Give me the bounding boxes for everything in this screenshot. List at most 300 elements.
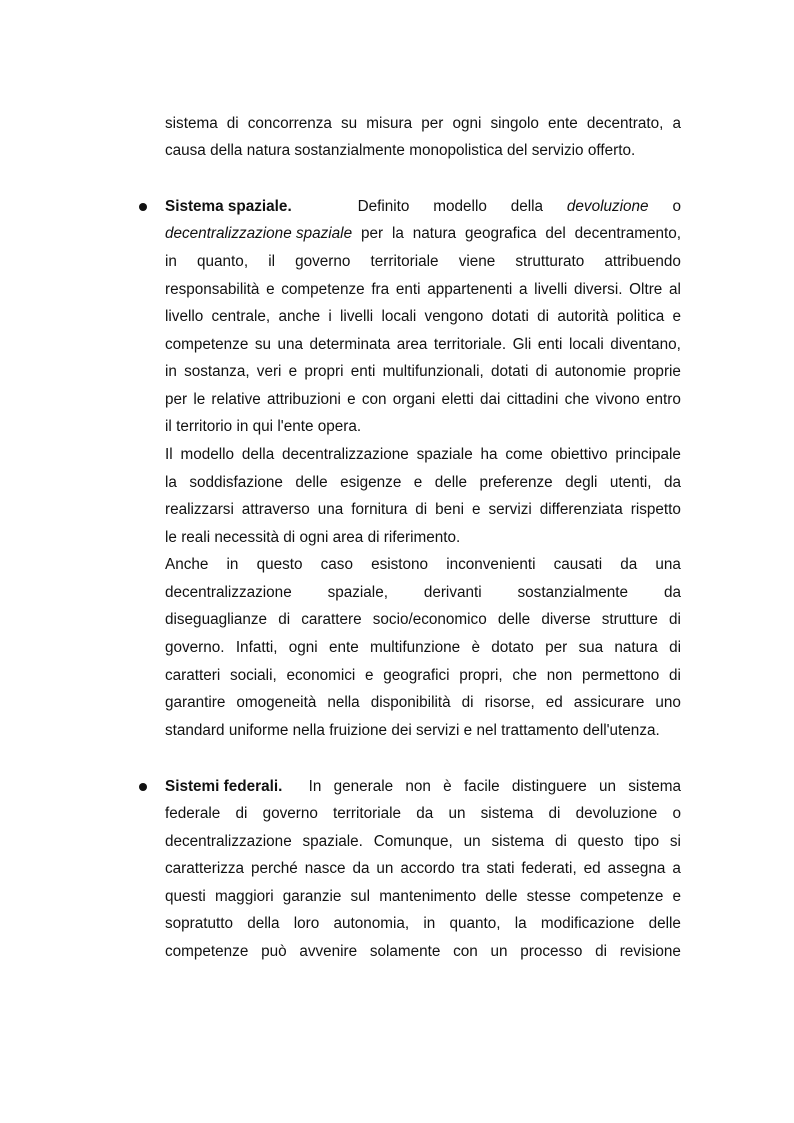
word: maggiori: [214, 888, 274, 905]
word: Infatti,: [235, 639, 278, 656]
word: autonomie: [554, 363, 627, 380]
word: delle: [497, 611, 531, 628]
spatial-term-decentralizzazione: decentralizzazione spaziale: [165, 225, 353, 242]
word: sul: [350, 888, 371, 905]
word: autorità: [557, 308, 609, 325]
word: governo: [295, 253, 351, 270]
word: locali: [568, 336, 604, 353]
word: strutturato: [515, 253, 585, 270]
word: le: [165, 529, 177, 546]
word: la: [514, 915, 527, 932]
word: politica: [616, 308, 665, 325]
word: per: [545, 639, 568, 656]
word: di: [535, 363, 548, 380]
word: perché: [250, 860, 298, 877]
word: accordo: [400, 860, 455, 877]
word: tipo: [634, 833, 660, 850]
word: economici: [286, 667, 356, 684]
word: beni: [435, 501, 465, 518]
word: quanto,: [449, 915, 501, 932]
text-line: [165, 583, 681, 603]
word: decentramento,: [574, 225, 681, 242]
spatial-heading-line: [165, 197, 681, 217]
word: di: [537, 308, 550, 325]
word: viene: [458, 253, 496, 270]
word: fornitura: [351, 501, 408, 518]
word: e: [463, 722, 473, 739]
word: competenze: [165, 943, 249, 960]
text-line: [165, 252, 681, 272]
word: disponibilità: [370, 694, 451, 711]
text-line: [165, 141, 681, 161]
word: federati,: [521, 860, 577, 877]
word: dotati: [491, 308, 529, 325]
word: solamente: [369, 943, 441, 960]
word: dei: [391, 722, 412, 739]
bullet-icon: [139, 783, 147, 791]
word: natura: [614, 639, 658, 656]
word: generale: [333, 778, 394, 795]
word: determinata: [309, 336, 391, 353]
text-line: [165, 362, 681, 382]
word: area: [332, 529, 364, 546]
word: in: [165, 253, 177, 270]
word: natura: [412, 225, 457, 242]
word: responsabilità: [165, 281, 260, 298]
word: un: [599, 778, 617, 795]
word: il: [268, 253, 276, 270]
word: di: [367, 529, 380, 546]
word: standard: [165, 722, 225, 739]
word: di: [415, 501, 428, 518]
word: fruizione: [329, 722, 388, 739]
word: trattamento: [501, 722, 579, 739]
word: una: [655, 556, 681, 573]
word: loro: [293, 915, 320, 932]
word: ogni: [452, 115, 482, 132]
word: può: [261, 943, 287, 960]
word: cittadini: [506, 391, 559, 408]
word: socio/economico: [372, 611, 487, 628]
word: stesse: [526, 888, 571, 905]
word: non: [546, 667, 573, 684]
word: singolo: [490, 115, 539, 132]
word: Il: [165, 446, 173, 463]
word: distinguere: [511, 778, 587, 795]
word: di: [595, 943, 607, 960]
word: avvenire: [299, 943, 358, 960]
word: assicurare: [573, 694, 645, 711]
word: governo.: [165, 639, 225, 656]
word: opera.: [317, 418, 362, 435]
word: sociali,: [229, 667, 277, 684]
spatial-first-line-end: o: [672, 198, 681, 215]
word: sistema: [165, 115, 218, 132]
text-line: [165, 859, 681, 879]
word: esistono: [371, 556, 429, 573]
word: dotati: [490, 363, 529, 380]
word: ed: [583, 860, 601, 877]
word: per: [360, 225, 384, 242]
word: spaziale,: [327, 584, 388, 601]
word: multifunzionali,: [382, 363, 484, 380]
word: della: [247, 915, 280, 932]
text-line: [165, 832, 681, 852]
word: a: [672, 115, 681, 132]
federal-heading: Sistemi federali.: [165, 778, 283, 795]
word: sistema: [491, 833, 545, 850]
word: attraverso: [241, 501, 310, 518]
word: mantenimento: [379, 888, 477, 905]
bullet-icon: [139, 203, 147, 211]
text-line: [165, 610, 681, 630]
spatial-heading: Sistema spaziale.: [165, 198, 292, 215]
spatial-term-devoluzione: devoluzione: [566, 198, 649, 215]
word: nasce: [304, 860, 346, 877]
word: a: [518, 281, 528, 298]
word: vengono: [424, 308, 484, 325]
word: i: [328, 308, 332, 325]
word: garanzie: [282, 888, 342, 905]
text-line: [165, 942, 681, 962]
word: federale: [165, 805, 221, 822]
word: misura: [366, 115, 413, 132]
word: questo: [256, 556, 303, 573]
word: su: [341, 115, 358, 132]
word: sostanza,: [184, 363, 250, 380]
word: competenze: [165, 336, 249, 353]
word: propri: [304, 363, 344, 380]
word: in: [165, 363, 177, 380]
word: e: [266, 281, 275, 298]
word: esigenze: [340, 474, 402, 491]
text-line: [165, 390, 681, 410]
word: ogni: [299, 529, 329, 546]
word: che: [512, 667, 537, 684]
word: servizi: [416, 722, 460, 739]
word: un: [463, 833, 481, 850]
word: concorrenza: [247, 115, 332, 132]
word: soddisfazione: [189, 474, 283, 491]
word: di: [283, 529, 296, 546]
word: dai: [479, 391, 501, 408]
word: sostanzialmente: [294, 142, 405, 159]
word: competenze: [281, 281, 365, 298]
word: in: [423, 915, 436, 932]
word: appartenenti: [427, 281, 513, 298]
word: questo: [577, 833, 624, 850]
text-line: [165, 335, 681, 355]
word: natura: [246, 142, 291, 159]
word: di: [548, 805, 561, 822]
word: e: [672, 888, 681, 905]
word: caso: [320, 556, 353, 573]
text-line: [165, 887, 681, 907]
word: l'ente: [277, 418, 314, 435]
word: autonomia,: [333, 915, 410, 932]
word: livelli: [534, 281, 568, 298]
word: del: [507, 142, 528, 159]
word: necessità: [214, 529, 279, 546]
word: rispetto: [630, 501, 681, 518]
word: decentralizzazione: [282, 446, 409, 463]
word: centrale,: [211, 308, 271, 325]
word: per: [165, 391, 188, 408]
word: entro: [645, 391, 681, 408]
text-line: [165, 693, 681, 713]
word: preferenze: [479, 474, 553, 491]
text-line: [165, 666, 681, 686]
word: organi: [392, 391, 436, 408]
word: ed: [545, 694, 563, 711]
word: Definito: [357, 198, 410, 215]
word: geografici: [383, 667, 450, 684]
word: uniforme: [228, 722, 289, 739]
word: la: [165, 474, 177, 491]
word: qui: [252, 418, 274, 435]
word: di: [669, 611, 681, 628]
word: il: [165, 418, 172, 435]
word: enti: [395, 281, 421, 298]
word: governo: [262, 805, 318, 822]
text-line: [165, 445, 681, 465]
text-line: [165, 500, 681, 520]
word: un: [376, 860, 394, 877]
word: le: [193, 391, 206, 408]
text-line: [165, 528, 681, 548]
word: di: [235, 805, 248, 822]
word: enti: [350, 363, 376, 380]
word: la: [391, 225, 404, 242]
text-line: [165, 555, 681, 575]
word: sostanzialmente: [517, 584, 629, 601]
word: ha: [480, 446, 498, 463]
word: modificazione: [540, 915, 635, 932]
word: delle: [485, 888, 518, 905]
word: sistema: [480, 805, 534, 822]
text-line: [165, 473, 681, 493]
word: Gli: [512, 336, 532, 353]
word: carattere: [301, 611, 362, 628]
word: territoriale: [333, 805, 402, 822]
word: territorio: [176, 418, 233, 435]
federal-heading-line: [165, 777, 681, 797]
word: locali: [381, 308, 417, 325]
word: della: [241, 446, 275, 463]
word: per: [421, 115, 444, 132]
word: delle: [434, 474, 468, 491]
word: con: [361, 391, 387, 408]
text-line: [165, 721, 681, 741]
word: al: [669, 281, 681, 298]
word: eletti: [441, 391, 474, 408]
word: che: [564, 391, 590, 408]
word: diventano,: [610, 336, 681, 353]
word: in: [236, 418, 249, 435]
word: In: [308, 778, 322, 795]
word: vivono: [595, 391, 640, 408]
word: e: [365, 667, 374, 684]
word: ente: [328, 639, 359, 656]
word: si: [669, 833, 681, 850]
text-line: [165, 224, 681, 244]
word: con: [453, 943, 478, 960]
word: Comunque,: [373, 833, 453, 850]
word: è: [471, 639, 480, 656]
word: enti: [537, 336, 563, 353]
word: diseguaglianze: [165, 611, 268, 628]
word: da: [663, 584, 681, 601]
word: causa: [165, 142, 206, 159]
text-line: [165, 914, 681, 934]
word: area: [396, 336, 428, 353]
word: da: [416, 805, 434, 822]
word: delle: [295, 474, 328, 491]
word: di: [278, 611, 291, 628]
word: utenti,: [609, 474, 652, 491]
word: un: [490, 943, 508, 960]
word: geografica: [465, 225, 537, 242]
word: risorse,: [484, 694, 535, 711]
word: è: [443, 778, 452, 795]
word: su: [254, 336, 271, 353]
word: permettono: [581, 667, 660, 684]
word: relative: [211, 391, 261, 408]
word: livelli: [340, 308, 374, 325]
word: Oltre: [629, 281, 663, 298]
word: e: [471, 501, 481, 518]
word: monopolistica: [409, 142, 503, 159]
word: nel: [476, 722, 497, 739]
word: una: [317, 501, 344, 518]
word: una: [277, 336, 303, 353]
text-line: [165, 804, 681, 824]
text-line: [165, 114, 681, 134]
word: tra: [461, 860, 480, 877]
word: diversi.: [574, 281, 623, 298]
word: di: [461, 694, 474, 711]
word: competenze: [580, 888, 664, 905]
word: causati: [553, 556, 603, 573]
word: realizzarsi: [165, 501, 234, 518]
word: nella: [292, 722, 325, 739]
word: servizio: [531, 142, 584, 159]
word: da: [663, 474, 681, 491]
word: livello: [165, 308, 204, 325]
word: Anche: [165, 556, 209, 573]
word: o: [672, 805, 681, 822]
word: da: [352, 860, 370, 877]
word: reali: [181, 529, 211, 546]
word: in: [226, 556, 239, 573]
text-line: [165, 417, 681, 437]
word: caratteri: [165, 667, 221, 684]
word: da: [620, 556, 638, 573]
word: diverse: [541, 611, 591, 628]
word: attribuendo: [604, 253, 681, 270]
word: obiettivo: [550, 446, 608, 463]
word: sua: [578, 639, 604, 656]
word: e: [413, 474, 423, 491]
word: uno: [655, 694, 681, 711]
word: nella: [327, 694, 360, 711]
word: omogeneità: [236, 694, 317, 711]
word: propri,: [459, 667, 503, 684]
word: caratterizza: [165, 860, 245, 877]
word: spaziale: [416, 446, 473, 463]
word: di: [226, 115, 239, 132]
word: decentralizzazione: [165, 833, 292, 850]
word: facile: [463, 778, 500, 795]
text-line: [165, 280, 681, 300]
word: dotato: [491, 639, 534, 656]
word: multifunzione: [370, 639, 461, 656]
word: ente: [548, 115, 578, 132]
word: e: [347, 391, 356, 408]
word: e: [672, 308, 681, 325]
word: questi: [165, 888, 206, 905]
word: decentrato,: [586, 115, 664, 132]
word: della: [510, 198, 544, 215]
word: a: [672, 860, 681, 877]
word: del: [545, 225, 566, 242]
word: di: [669, 639, 681, 656]
word: differenziata: [539, 501, 623, 518]
word: fra: [371, 281, 390, 298]
word: sistema: [628, 778, 681, 795]
word: processo: [520, 943, 583, 960]
word: garantire: [165, 694, 226, 711]
word: come: [505, 446, 543, 463]
word: non: [405, 778, 431, 795]
word: revisione: [619, 943, 681, 960]
word: anche: [278, 308, 321, 325]
word: dell'utenza.: [582, 722, 660, 739]
word: quanto,: [197, 253, 249, 270]
word: spaziale.: [302, 833, 363, 850]
word: riferimento.: [383, 529, 461, 546]
word: territoriale.: [433, 336, 507, 353]
word: di: [554, 833, 567, 850]
word: e: [288, 363, 298, 380]
word: proprie: [633, 363, 681, 380]
word: assegna: [607, 860, 666, 877]
word: un: [448, 805, 466, 822]
text-line: [165, 307, 681, 327]
word: territoriale: [370, 253, 439, 270]
word: veri: [256, 363, 282, 380]
word: della: [210, 142, 243, 159]
word: degli: [565, 474, 598, 491]
word: ogni: [288, 639, 318, 656]
text-line: [165, 638, 681, 658]
word: devoluzione: [575, 805, 658, 822]
word: sopratutto: [165, 915, 234, 932]
word: offerto.: [587, 142, 636, 159]
word: inconvenienti: [446, 556, 536, 573]
word: principale: [615, 446, 681, 463]
word: strutture: [601, 611, 658, 628]
word: derivanti: [423, 584, 482, 601]
word: decentralizzazione: [165, 584, 292, 601]
word: servizi: [488, 501, 532, 518]
word: di: [669, 667, 681, 684]
word: delle: [648, 915, 681, 932]
word: stati: [486, 860, 515, 877]
word: modello: [180, 446, 235, 463]
word: attribuzioni: [266, 391, 341, 408]
word: modello: [433, 198, 487, 215]
